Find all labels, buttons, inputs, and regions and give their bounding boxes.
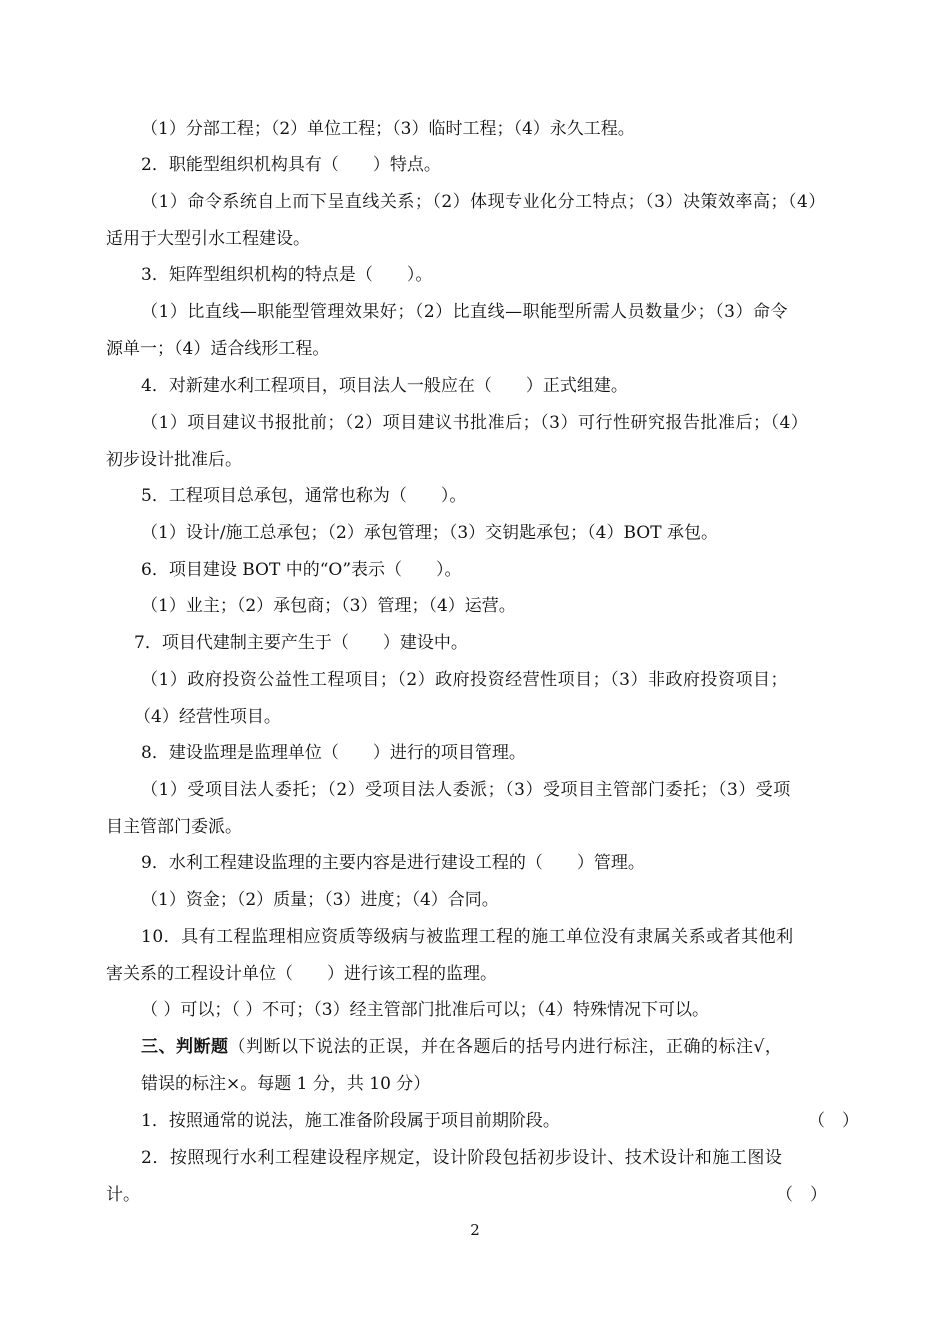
q2-options-line2: 适用于大型引水工程建设。 <box>106 229 310 249</box>
q10-question-line1: 10．具有工程监理相应资质等级病与被监理工程的施工单位没有隶属关系或者其他利 <box>141 927 794 947</box>
q9-options: （1）资金；（2）质量；（3）进度；（4）合同。 <box>141 890 499 910</box>
q2-question: 2．职能型组织机构具有（ ）特点。 <box>141 155 441 175</box>
q3-question: 3．矩阵型组织机构的特点是（ ）。 <box>141 265 433 285</box>
q10-options: （ ）可以；（ ）不可；（3）经主管部门批准后可以；（4）特殊情况下可以。 <box>141 1000 709 1020</box>
q6-question: 6．项目建设 BOT 中的“O”表示（ ）。 <box>141 560 462 580</box>
q7-question: 7．项目代建制主要产生于（ ）建设中。 <box>134 633 468 653</box>
q7-options-line2: （4）经营性项目。 <box>134 707 281 727</box>
q8-question: 8．建设监理是监理单位（ ）进行的项目管理。 <box>141 743 526 763</box>
q8-options-line2: 目主管部门委派。 <box>106 817 242 837</box>
judge-q2-statement-line2: 计。 <box>106 1185 140 1205</box>
judge-section-title: 三、判断题 <box>141 1037 229 1057</box>
q5-question: 5．工程项目总承包，通常也称为（ ）。 <box>141 486 467 506</box>
q6-options: （1）业主；（2）承包商；（3）管理；（4）运营。 <box>141 596 516 616</box>
q8-options-line1: （1）受项目法人委托；（2）受项目法人委派；（3）受项目主管部门委托；（3）受项 <box>141 780 791 800</box>
q4-options-line1: （1）项目建议书报批前；（2）项目建议书批准后；（3）可行性研究报告批准后；（4） <box>141 413 809 433</box>
q3-options-line2: 源单一；（4）适合线形工程。 <box>106 339 330 359</box>
judge-q2-statement-line1: 2．按照现行水利工程建设程序规定，设计阶段包括初步设计、技术设计和施工图设 <box>141 1148 783 1168</box>
page-number: 2 <box>470 1221 480 1239</box>
q10-question-line2: 害关系的工程设计单位（ ）进行该工程的监理。 <box>106 964 497 984</box>
judge-section-intro-line2: 错误的标注×。每题 1 分，共 10 分） <box>141 1074 431 1094</box>
q1-options: （1）分部工程；（2）单位工程；（3）临时工程；（4）永久工程。 <box>141 119 635 139</box>
q3-options-line1: （1）比直线—职能型管理效果好；（2）比直线—职能型所需人员数量少；（3）命令 <box>141 302 788 322</box>
q5-options: （1）设计/施工总承包；（2）承包管理；（3）交钥匙承包；（4）BOT 承包。 <box>141 523 718 543</box>
q2-options-line1: （1）命令系统自上而下呈直线关系；（2）体现专业化分工特点；（3）决策效率高；（4） <box>141 192 826 212</box>
judge-section-intro-line1: （判断以下说法的正误，并在各题后的括号内进行标注，正确的标注√， <box>228 1037 783 1057</box>
q4-question: 4．对新建水利工程项目，项目法人一般应在（ ）正式组建。 <box>141 376 628 396</box>
judge-q2-answer-bracket: （ ） <box>776 1185 827 1205</box>
q9-question: 9．水利工程建设监理的主要内容是进行建设工程的（ ）管理。 <box>141 853 645 873</box>
q4-options-line2: 初步设计批准后。 <box>106 450 242 470</box>
judge-q1-answer-bracket: （ ） <box>808 1111 859 1131</box>
q7-options-line1: （1）政府投资公益性工程项目；（2）政府投资经营性项目；（3）非政府投资项目； <box>141 670 788 690</box>
judge-q1-statement: 1．按照通常的说法，施工准备阶段属于项目前期阶段。 <box>141 1111 560 1131</box>
judge-section-header <box>141 1035 782 1059</box>
